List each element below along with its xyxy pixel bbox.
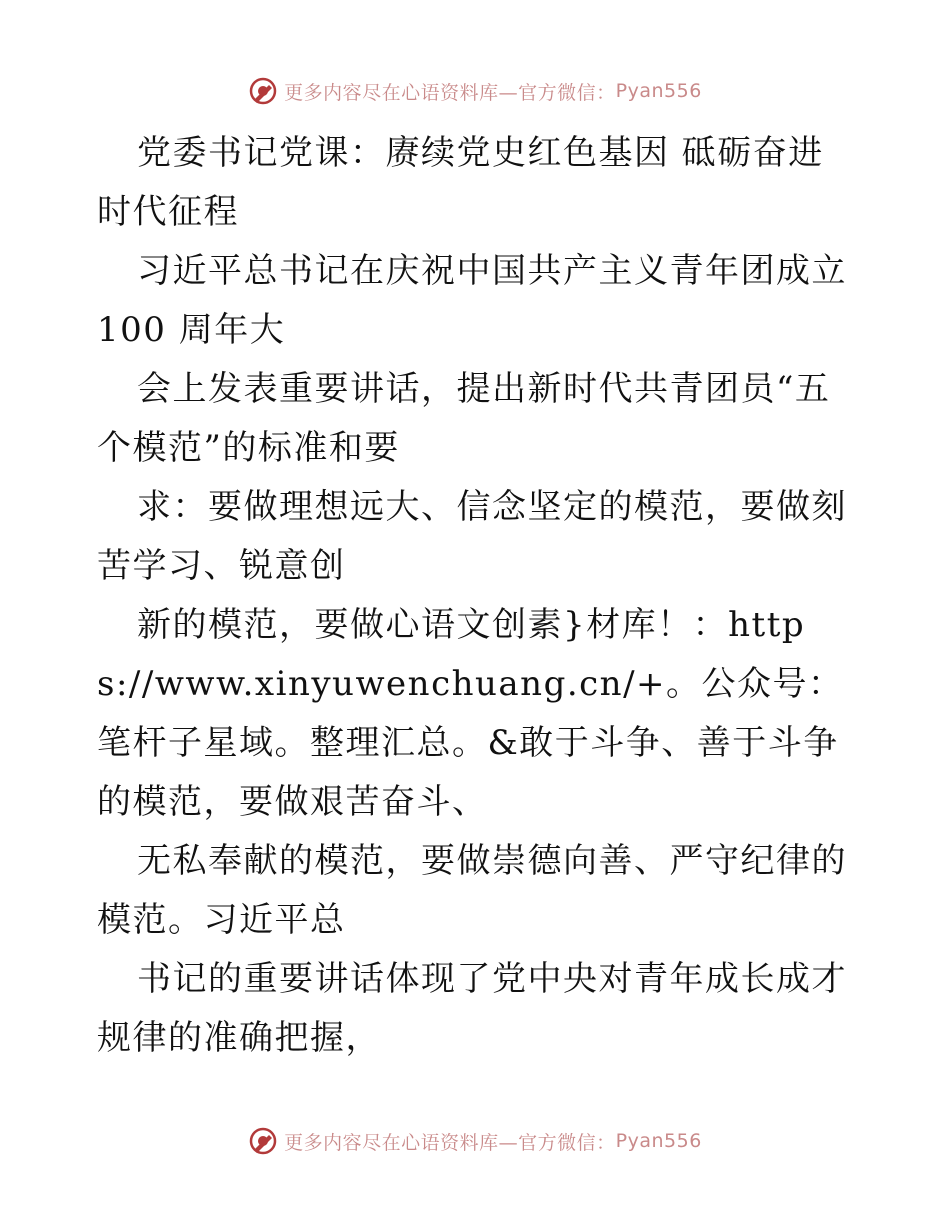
body-line-7: 书记的重要讲话体现了党中央对青年成长成才规律的准确把握， [97,959,847,1058]
footer-banner[interactable] [0,1124,950,1158]
body-line-5: 新的模范，要做心语文创素}材库！：https://www.xinyuwenchuang.cn/+。公众号：笔杆子星域。整理汇总。&敢于斗争、善于斗争的模范，要做艰苦奋斗、 [97,605,844,822]
footer-banner-text: 更多内容尽在心语资料库—官方微信： [284,1131,616,1154]
header-wechat-id: Pyan556 [615,80,702,102]
body-line-1: 党委书记党课：赓续党史红色基因 砥砺奋进时代征程 [97,133,824,232]
body-line-6: 无私奉献的模范，要做崇德向善、严守纪律的模范。习近平总 [97,841,847,940]
document-body [97,124,857,1068]
body-line-2: 习近平总书记在庆祝中国共产主义青年团成立 100 周年大 [97,251,847,350]
body-line-4: 求：要做理想远大、信念坚定的模范，要做刻苦学习、锐意创 [97,487,847,586]
pen-logo-icon [248,76,278,106]
footer-wechat-id: Pyan556 [615,1130,702,1152]
header-banner[interactable] [0,74,950,108]
header-banner-text: 更多内容尽在心语资料库—官方微信： [284,81,616,104]
body-line-3: 会上发表重要讲话，提出新时代共青团员“五个模范”的标准和要 [97,369,831,468]
pen-logo-icon [248,1126,278,1156]
